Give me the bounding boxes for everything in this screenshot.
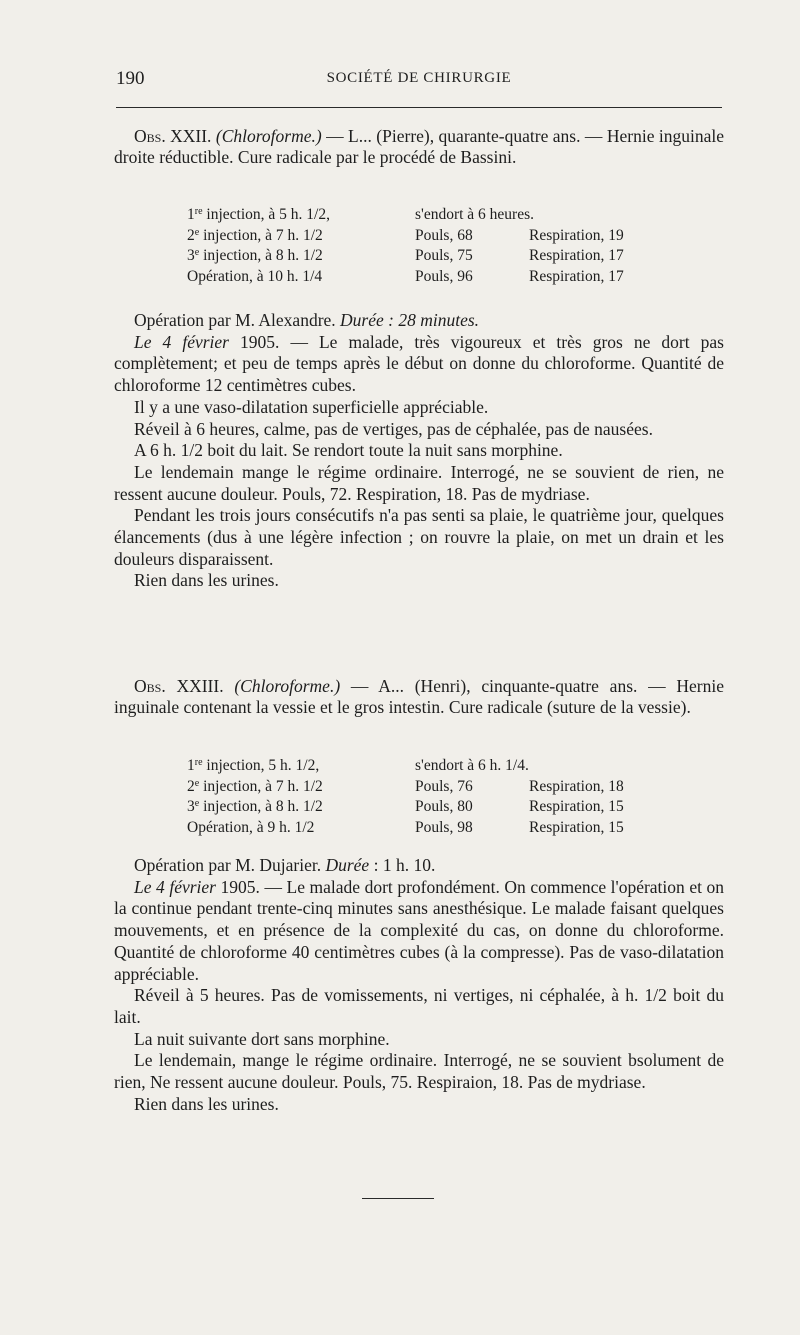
respiration-cell: Respiration, 17: [529, 267, 624, 285]
respiration-cell: Respiration, 19: [529, 226, 624, 244]
pouls-cell: Pouls, 76: [415, 777, 473, 795]
observation-22-body: [114, 310, 724, 592]
respiration-cell: Respiration, 18: [529, 777, 624, 795]
paragraph: Le lendemain, mange le régime ordinaire. Interrogé, ne se souvient bsolument de rien, Ne ressent aucune douleur. Pouls, 75. Respiraion, 18. Pas de mydriase.: [114, 1050, 724, 1093]
date-paragraph: Le 4 février 1905. — Le malade dort profondément. On commence l'opération et on la continue pendant trente-cinq minutes sans anesthésique. Le malade faisant quelques mouvements, et en présence de la complexité du cas, on donne du chloroforme. Quantité de chloroforme 40 centimètres cubes (à la compresse). Pas de vaso-dilatation appréciable.: [114, 876, 725, 984]
injection-row: 1re injection, à 5 h. 1/2, s'endort à 6 heures.: [187, 206, 535, 223]
pouls-cell: Pouls, 80: [415, 798, 473, 815]
pouls-cell: Pouls, 68: [415, 226, 473, 244]
paragraph: Le lendemain mange le régime ordinaire. Interrogé, ne se souvient de rien, ne ressent aucune douleur. Pouls, 72. Respiration, 18. Pas de mydriase.: [114, 461, 724, 504]
injection-row: 3e injection, à 8 h. 1/2 Pouls, 75 Respiration, 17: [187, 247, 624, 264]
paragraph: Pendant les trois jours consécutifs n'a pas senti sa plaie, le quatrième jour, quelques élancements (dus à une légère infection ; on rouvre la plaie, on met un drain et les douleurs disparaissent.: [114, 505, 724, 569]
respiration-cell: Respiration, 15: [529, 818, 624, 836]
operation-line: Opération par M. Dujarier. Durée : 1 h. 10.: [134, 855, 436, 875]
observation-label: Obs. XXIII.: [134, 676, 224, 696]
respiration-cell: Respiration, 15: [529, 798, 624, 815]
injection-row: Opération, à 10 h. 1/4 Pouls, 96 Respiration, 17: [187, 267, 624, 285]
observation-summary: — A... (Henri), cinquante-quatre ans. — Hernie inguinale contenant la vessie et le gros intestin. Cure radicale (suture de la vessie).: [114, 676, 725, 717]
paragraph: La nuit suivante dort sans morphine.: [134, 1028, 390, 1049]
observation-23: [114, 676, 724, 718]
paragraph: Rien dans les urines.: [134, 1093, 279, 1114]
page-number: 190: [116, 68, 145, 89]
observation-intro: [114, 126, 724, 168]
observation-22: [114, 126, 724, 168]
injection-row: Opération, à 9 h. 1/2 Pouls, 98 Respiration, 15: [187, 818, 624, 836]
pouls-cell: s'endort à 6 h. 1/4.: [415, 757, 529, 774]
anesthetic-agent: (Chloroforme.): [215, 126, 322, 146]
operation-line: Opération par M. Alexandre. Durée : 28 minutes.: [134, 310, 480, 330]
observation-23-body: [114, 855, 724, 1115]
pouls-cell: Pouls, 75: [415, 247, 473, 264]
pouls-cell: Pouls, 96: [415, 267, 473, 285]
paragraph: Réveil à 5 heures. Pas de vomissements, ni vertiges, ni céphalée, à h. 1/2 boit du lait.: [114, 985, 724, 1027]
injection-table-22: [114, 205, 624, 287]
observation-label: Obs. XXII.: [134, 126, 212, 146]
injection-row: 3e injection, à 8 h. 1/2 Pouls, 80 Respiration, 15: [187, 798, 624, 815]
injection-row: 1re injection, 5 h. 1/2, s'endort à 6 h. 1/4.: [187, 757, 529, 774]
paragraph: A 6 h. 1/2 boit du lait. Se rendort toute la nuit sans morphine.: [134, 440, 563, 461]
running-head: SOCIÉTÉ DE CHIRURGIE: [326, 70, 512, 86]
observation-summary: — L... (Pierre), quarante-quatre ans. — Hernie inguinale droite réductible. Cure radicale par le procédé de Bassini.: [114, 126, 725, 167]
injection-table-23: [114, 756, 624, 838]
anesthetic-agent: (Chloroforme.): [234, 676, 341, 696]
pouls-cell: Pouls, 98: [415, 818, 473, 836]
paragraph: Il y a une vaso-dilatation superficielle appréciable.: [134, 396, 489, 417]
paragraph: Réveil à 6 heures, calme, pas de vertiges, pas de céphalée, pas de nausées.: [134, 418, 653, 439]
section-end-rule: [362, 1198, 434, 1199]
injection-row: 2e injection, à 7 h. 1/2 Pouls, 76 Respiration, 18: [187, 777, 624, 795]
header-rule: [116, 107, 722, 108]
injection-row: 2e injection, à 7 h. 1/2 Pouls, 68 Respiration, 19: [187, 226, 624, 244]
observation-intro: [114, 676, 724, 718]
pouls-cell: s'endort à 6 heures.: [415, 206, 535, 223]
date-paragraph: Le 4 février 1905. — Le malade, très vigoureux et très gros ne dort pas complètement; et peu de temps après le début on donne du chloroforme. Quantité de chloroforme 12 centimètres cubes.: [114, 331, 724, 396]
paragraph: Rien dans les urines.: [134, 570, 279, 591]
page-header: [116, 68, 722, 94]
respiration-cell: Respiration, 17: [529, 247, 624, 264]
